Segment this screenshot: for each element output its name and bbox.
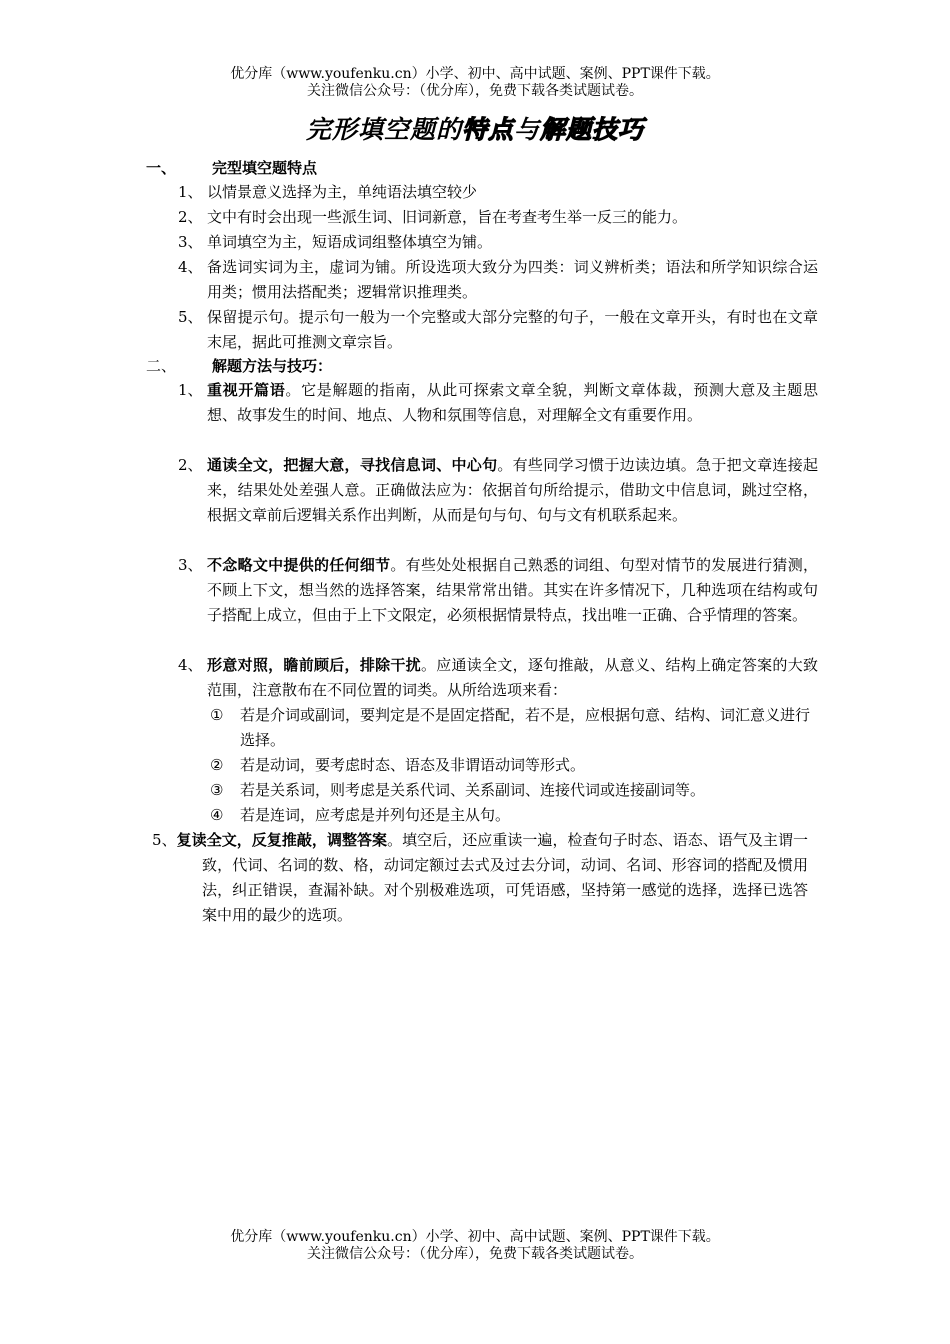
- footer-line-2: 关注微信公众号：（优分库），免费下载各类试题试卷。: [307, 1246, 643, 1262]
- item-number: 5、: [178, 308, 203, 326]
- item-text: [207, 453, 818, 528]
- section-2-title: 解题方法与技巧：: [212, 357, 333, 375]
- footer-line-1: 优分库（www.youfenku.cn）小学、初中、高中试题、案例、PPT课件下载。: [230, 1229, 720, 1245]
- list-item: [178, 378, 818, 428]
- item-body: 。它是解题的指南，从此可探索文章全貌，判断文章体裁，预测大意及主题思想、故事发生的时间、地点、人物和氛围等信息，对理解全文有重要作用。: [207, 381, 818, 424]
- item-bold-lead: 重视开篇语: [207, 381, 286, 399]
- item-body: 。填空后，还应重读一遍，检查句子时态、语态、语气及主谓一致，代词、名词的数、格，动词定额过去式及过去分词，动词、名词、形容词的搭配及惯用法，纠正错误，查漏补缺。对个别极难选项，可凭语感，坚持第一感觉的选择，选择已选答案中用的最少的选项。: [202, 831, 808, 924]
- list-item: [178, 453, 818, 528]
- document-title: [0, 112, 950, 148]
- page-footer: [0, 1229, 950, 1263]
- sub-item-number: ③: [210, 781, 224, 799]
- title-part-1: 完形填空题的: [305, 115, 462, 144]
- sub-item-number: ②: [210, 756, 224, 774]
- item-number: 3、: [178, 556, 203, 574]
- list-item: [178, 305, 818, 355]
- list-item: [178, 230, 818, 255]
- sub-list-item: [210, 703, 810, 753]
- item-number: 4、: [178, 656, 203, 674]
- item-text: [207, 653, 818, 703]
- item-number: 2、: [178, 208, 203, 226]
- item-number: 2、: [178, 456, 203, 474]
- title-part-3: 与: [514, 115, 541, 144]
- title-part-2: 特点: [461, 115, 514, 144]
- header-line-2: 关注微信公众号：（优分库），免费下载各类试题试卷。: [307, 83, 643, 99]
- item-text: [207, 553, 818, 628]
- item-text: 备选词实词为主，虚词为铺。所设选项大致分为四类：词义辨析类；语法和所学知识综合运用类；惯用法搭配类；逻辑常识推理类。: [207, 258, 818, 301]
- item-number: 3、: [178, 233, 203, 251]
- section-1-heading: [146, 156, 317, 180]
- section-2-heading: [146, 354, 332, 378]
- item-number: 1、: [178, 381, 203, 399]
- item-text: [207, 378, 818, 428]
- list-item: [178, 255, 818, 305]
- item-number: 1、: [178, 183, 203, 201]
- section-2-number: 二、: [146, 357, 177, 375]
- sub-list-item: [210, 753, 810, 778]
- item-bold-lead: 不念略文中提供的任何细节: [207, 556, 391, 574]
- item-text: 文中有时会出现一些派生词、旧词新意，旨在考查考生举一反三的能力。: [207, 208, 688, 226]
- item-text: 以情景意义选择为主，单纯语法填空较少: [207, 183, 478, 201]
- sub-item-text: 若是关系词，则考虑是关系代词、关系副词、连接代词或连接副词等。: [240, 781, 706, 799]
- sub-list-item: [210, 778, 810, 803]
- sub-list-item: [210, 803, 810, 828]
- list-item: [178, 205, 818, 230]
- list-item: [152, 828, 808, 928]
- sub-item-number: ①: [210, 706, 224, 724]
- item-body: 。有些同学习惯于边读边填。急于把文章连接起来，结果处处差强人意。正确做法应为：依据首句所给提示，借助文中信息词，跳过空格，根据文章前后逻辑关系作出判断，从而是句与句、句与文有机联系起来。: [207, 456, 818, 524]
- sub-item-number: ④: [210, 806, 224, 824]
- item-body: 。有些处处根据自己熟悉的词组、句型对情节的发展进行猜测，不顾上下文，想当然的选择答案，结果常常出错。其实在许多情况下，几种选项在结构或句子搭配上成立，但由于上下文限定，必须根据情景特点，找出唯一正确、合乎情理的答案。: [207, 556, 818, 624]
- item-text: [152, 828, 808, 928]
- item-bold-lead: 复读全文，反复推敲，调整答案: [176, 831, 388, 849]
- list-item: [178, 653, 818, 703]
- sub-item-text: 若是介词或副词，要判定是不是固定搭配，若不是，应根据句意、结构、词汇意义进行选择。: [240, 706, 811, 749]
- item-number: 5、: [152, 831, 177, 849]
- item-bold-lead: 形意对照，瞻前顾后，排除干扰: [207, 656, 421, 674]
- sub-item-text: 若是连词，应考虑是并列句还是主从句。: [240, 806, 511, 824]
- item-text: 单词填空为主，短语成词组整体填空为铺。: [207, 233, 493, 251]
- item-number: 4、: [178, 258, 203, 276]
- list-item: [178, 553, 818, 628]
- list-item: [178, 180, 818, 205]
- page-header: [0, 66, 950, 100]
- item-body: 。应通读全文，逐句推敲，从意义、结构上确定答案的大致范围，注意散布在不同位置的词类。从所给选项来看：: [207, 656, 818, 699]
- title-part-4: 解题技巧: [540, 115, 645, 144]
- item-bold-lead: 通读全文，把握大意，寻找信息词、中心句: [207, 456, 498, 474]
- header-line-1: 优分库（www.youfenku.cn）小学、初中、高中试题、案例、PPT课件下载。: [230, 66, 720, 82]
- sub-item-text: 若是动词，要考虑时态、语态及非谓语动词等形式。: [240, 756, 586, 774]
- item-text: 保留提示句。提示句一般为一个完整或大部分完整的句子，一般在文章开头，有时也在文章末尾，据此可推测文章宗旨。: [207, 308, 818, 351]
- section-1-number: 一、: [146, 159, 177, 177]
- section-1-title: 完型填空题特点: [212, 159, 318, 177]
